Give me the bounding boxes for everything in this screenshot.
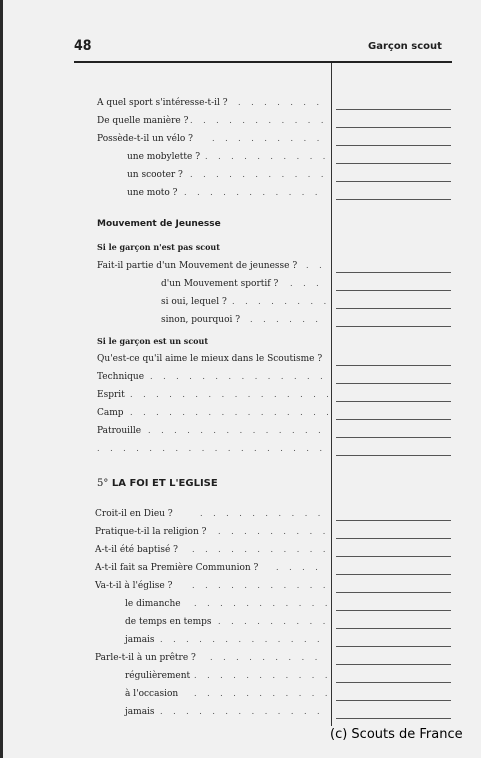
answer-line[interactable]: [336, 682, 451, 683]
answer-line[interactable]: [336, 437, 451, 438]
answer-line[interactable]: [336, 455, 451, 456]
answer-line[interactable]: [336, 326, 451, 327]
dot-leader: [306, 260, 328, 272]
item-occasion: à l'occasion: [125, 689, 179, 699]
section-number: 5°: [97, 478, 109, 489]
dot-leader: [238, 97, 328, 109]
answer-line[interactable]: [336, 199, 451, 200]
dot-leader: [150, 371, 328, 383]
answer-line[interactable]: [336, 127, 451, 128]
dot-leader: [192, 544, 328, 556]
answer-line[interactable]: [336, 718, 451, 719]
answer-line[interactable]: [336, 574, 451, 575]
item-jamais: jamais: [125, 707, 155, 717]
dot-leader: [184, 187, 328, 199]
answer-line[interactable]: [336, 401, 451, 402]
item-camp: Camp: [97, 408, 124, 418]
question-dieu: Croit-il en Dieu ?: [95, 509, 173, 519]
answer-line[interactable]: [336, 700, 451, 701]
answer-line[interactable]: [336, 308, 451, 309]
question-mouvement-jeunesse: Fait-il partie d'un Mouvement de jeunesse ?: [97, 261, 298, 271]
copyright-credit: (c) Scouts de France: [330, 727, 463, 742]
section-title: LA FOI ET L'EGLISE: [111, 478, 218, 489]
dot-leader: [194, 670, 328, 682]
answer-line[interactable]: [336, 109, 451, 110]
dot-leader: [250, 314, 328, 326]
item-technique: Technique: [97, 372, 145, 382]
answer-line[interactable]: [336, 556, 451, 557]
question-religion: Pratique-t-il la religion ?: [95, 527, 207, 537]
dot-leader: [190, 115, 328, 127]
answer-line[interactable]: [336, 290, 451, 291]
answer-line[interactable]: [336, 592, 451, 593]
question-scooter: un scooter ?: [127, 170, 183, 180]
item-dimanche: le dimanche: [125, 599, 181, 609]
question-mobylette: une mobylette ?: [127, 152, 201, 162]
section-heading-mouvement: Mouvement de Jeunesse: [97, 219, 221, 229]
dot-leader: [290, 278, 328, 290]
item-temps-en-temps: de temps en temps: [125, 617, 212, 627]
dot-leader: [212, 133, 328, 145]
answer-line[interactable]: [336, 163, 451, 164]
item-jamais: jamais: [125, 635, 155, 645]
dot-leader: [130, 407, 328, 419]
answer-column-rule: [331, 63, 332, 726]
page-number: 48: [74, 38, 92, 54]
dot-leader: [276, 562, 328, 574]
dot-leader: [200, 508, 328, 520]
question-maniere: De quelle manière ?: [97, 116, 189, 126]
answer-line[interactable]: [336, 520, 451, 521]
dot-leader: [194, 688, 328, 700]
dot-leader: [218, 616, 328, 628]
item-esprit: Esprit: [97, 390, 125, 400]
question-velo: Possède-t-il un vélo ?: [97, 134, 193, 144]
question-pourquoi: sinon, pourquoi ?: [161, 315, 241, 325]
dot-leader: [148, 425, 328, 437]
answer-line[interactable]: [336, 610, 451, 611]
question-communion: A-t-il fait sa Première Communion ?: [95, 563, 259, 573]
running-title: Garçon scout: [368, 41, 442, 52]
item-regulierement: régulièrement: [125, 671, 191, 681]
answer-line[interactable]: [336, 272, 451, 273]
answer-line[interactable]: [336, 181, 451, 182]
page-binding-edge: [0, 0, 3, 758]
dot-leader: [130, 389, 328, 401]
answer-line[interactable]: [336, 383, 451, 384]
question-lequel: si oui, lequel ?: [161, 297, 227, 307]
dot-leader: [97, 443, 328, 455]
question-mouvement-sportif: d'un Mouvement sportif ?: [161, 279, 279, 289]
dot-leader: [205, 151, 328, 163]
dot-leader: [192, 580, 328, 592]
question-baptise: A-t-il été baptisé ?: [95, 545, 178, 555]
answer-line[interactable]: [336, 419, 451, 420]
answer-line[interactable]: [336, 628, 451, 629]
header-rule: [74, 61, 452, 63]
answer-line[interactable]: [336, 145, 451, 146]
dot-leader: [194, 598, 328, 610]
dot-leader: [218, 526, 328, 538]
question-scoutisme: Qu'est-ce qu'il aime le mieux dans le Scoutisme ?: [97, 354, 323, 364]
subheading-not-scout: Si le garçon n'est pas scout: [97, 242, 220, 252]
question-moto: une moto ?: [127, 188, 178, 198]
dot-leader: [210, 652, 328, 664]
dot-leader: [232, 296, 328, 308]
answer-line[interactable]: [336, 538, 451, 539]
dot-leader: [160, 634, 328, 646]
answer-line[interactable]: [336, 365, 451, 366]
question-pretre: Parle-t-il à un prêtre ?: [95, 653, 196, 663]
answer-line[interactable]: [336, 646, 451, 647]
answer-line[interactable]: [336, 664, 451, 665]
section-heading-foi: [97, 478, 218, 489]
dot-leader: [160, 706, 328, 718]
question-eglise: Va-t-il à l'église ?: [95, 581, 173, 591]
subheading-scout: Si le garçon est un scout: [97, 336, 209, 346]
dot-leader: [190, 169, 328, 181]
item-patrouille: Patrouille: [97, 426, 142, 436]
question-sport: A quel sport s'intéresse-t-il ?: [97, 98, 228, 108]
